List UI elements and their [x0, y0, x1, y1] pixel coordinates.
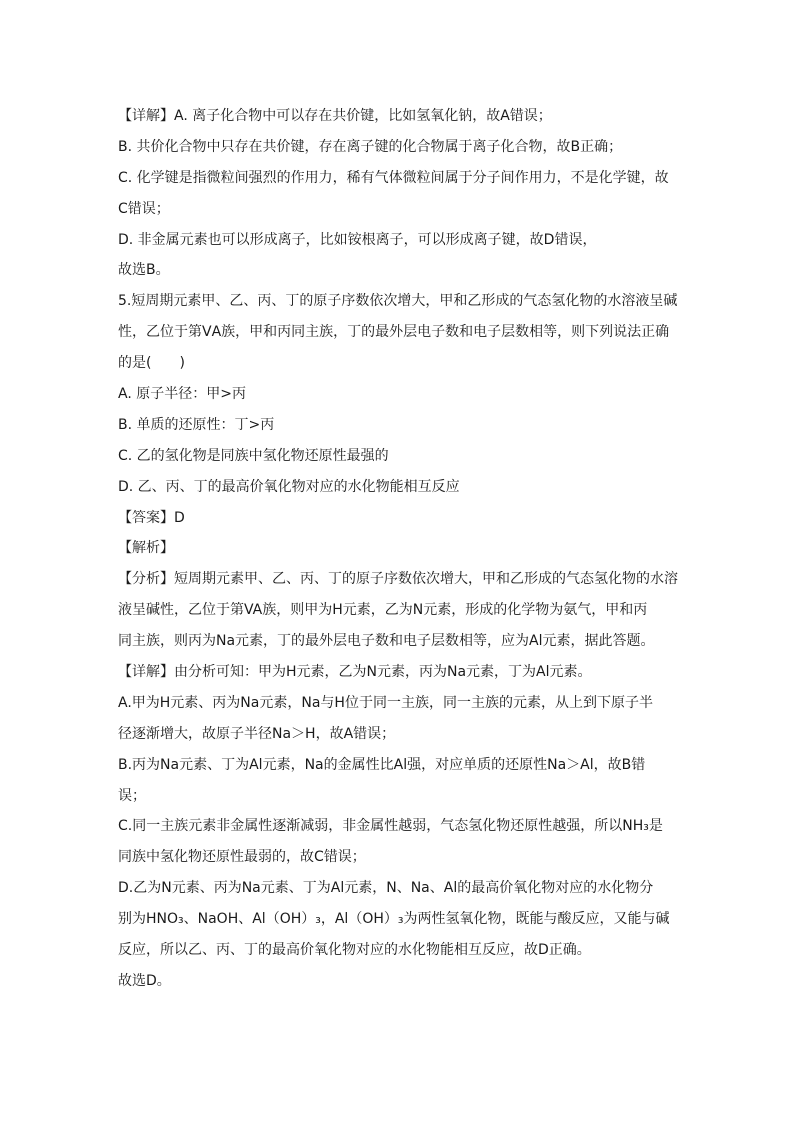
answer-line: 【答案】D: [118, 509, 185, 526]
explain-c-line-2: 同族中氢化物还原性最弱的，故C错误；: [118, 849, 366, 866]
detail-line-d: D. 非金属元素也可以形成离子，比如铵根离子，可以形成离子键，故D错误，: [118, 231, 597, 248]
detail-line-c: C. 化学键是指微粒间强烈的作用力，稀有气体微粒间属于分子间作用力，不是化学键，故: [118, 169, 669, 186]
option-a: A. 原子半径：甲>丙: [118, 386, 246, 403]
explain-b-line-1: B.丙为Na元素、丁为Al元素，Na的金属性比Al强，对应单质的还原性Na＞Al，故B错: [118, 756, 646, 773]
analysis-line-2: 液呈碱性，乙位于第VA族，则甲为H元素，乙为N元素，形成的化学物为氨气，甲和丙: [118, 602, 648, 619]
final-answer-line: 故选D。: [118, 972, 171, 989]
analysis-line-1: 【分析】短周期元素甲、乙、丙、丁的原子序数依次增大，甲和乙形成的气态氢化物的水溶: [118, 571, 678, 588]
explain-a-line-1: A.甲为H元素、丙为Na元素，Na与H位于同一主族，同一主族的元素，从上到下原子半: [118, 694, 653, 711]
explain-d-line-3: 反应，所以乙、丙、丁的最高价氧化物对应的水化物能相互反应，故D正确。: [118, 942, 591, 959]
option-d: D. 乙、丙、丁的最高价氧化物对应的水化物能相互反应: [118, 478, 460, 495]
detail-line-b: B. 共价化合物中只存在共价键，存在离子键的化合物属于离子化合物，故B正确；: [118, 138, 623, 155]
detail-summary: 【详解】由分析可知：甲为H元素，乙为N元素，丙为Na元素，丁为Al元素。: [118, 664, 592, 681]
explain-a-line-2: 径逐渐增大，故原子半径Na＞H，故A错误；: [118, 725, 396, 742]
explain-d-line-2: 别为HNO₃、NaOH、Al（OH）₃，Al（OH）₃为两性氢氧化物，既能与酸反应，又能与碱: [118, 911, 670, 928]
explain-d-line-1: D.乙为N元素、丙为Na元素、丁为Al元素，N、Na、Al的最高价氧化物对应的水化物分: [118, 880, 654, 897]
detail-line-c-cont: C错误；: [118, 200, 170, 217]
conclusion-line: 故选B。: [118, 262, 170, 279]
explain-c-line-1: C.同一主族元素非金属性逐渐减弱，非金属性越弱，气态氢化物还原性越强，所以NH₃是: [118, 818, 663, 835]
question-5-stem: 5.短周期元素甲、乙、丙、丁的原子序数依次增大，甲和乙形成的气态氢化物的水溶液呈碱: [118, 293, 678, 310]
option-b: B. 单质的还原性：丁>丙: [118, 416, 275, 433]
option-c: C. 乙的氢化物是同族中氢化物还原性最强的: [118, 447, 389, 464]
question-5-stem-end: 的是( ): [118, 355, 185, 372]
question-5-stem-cont: 性，乙位于第ⅤA族，甲和丙同主族，丁的最外层电子数和电子层数相等，则下列说法正确: [118, 324, 670, 341]
analysis-line-3: 同主族，则丙为Na元素，丁的最外层电子数和电子层数相等，应为Al元素，据此答题。: [118, 633, 655, 650]
explain-b-line-2: 误；: [118, 787, 146, 804]
analysis-heading: 【解析】: [118, 540, 174, 557]
detail-line-a: 【详解】A. 离子化合物中可以存在共价键，比如氢氧化钠，故A错误；: [118, 108, 552, 124]
document-body: [118, 101, 678, 997]
